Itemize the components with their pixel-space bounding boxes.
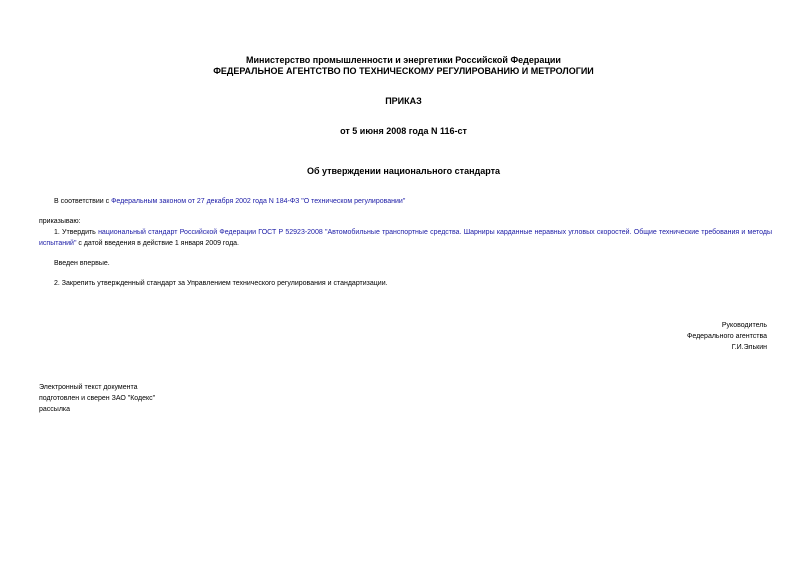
item-1-suffix: с датой введения в действие 1 января 2009 года. — [76, 240, 239, 247]
agency-title: ФЕДЕРАЛЬНОЕ АГЕНТСТВО ПО ТЕХНИЧЕСКОМУ РЕГУЛИРОВАНИЮ И МЕТРОЛОГИИ — [213, 66, 594, 76]
item-1-paragraph — [39, 227, 772, 249]
preamble-prefix: В соответствии с — [54, 198, 112, 205]
document-date-number: от 5 июня 2008 года N 116-ст — [340, 126, 467, 136]
item-1-prefix: 1. Утвердить — [54, 229, 99, 236]
footer-line-2: подготовлен и сверен ЗАО "Кодекс" — [39, 395, 156, 402]
ministry-title: Министерство промышленности и энергетики Российской Федерации — [246, 55, 561, 65]
footer-line-3: рассылка — [39, 406, 71, 413]
federal-law-link[interactable]: Федеральным законом от 27 декабря 2002 года N 184-ФЗ "О техническом регулировании" — [111, 198, 406, 205]
document-type: ПРИКАЗ — [385, 96, 422, 106]
national-standard-link[interactable]: национальный стандарт Российской Федерации ГОСТ Р 52923-2008 "Автомобильные транспортные средства. Шарниры карданные неравных угловых скоростей. Общие технические требования и методы испытаний" — [39, 229, 772, 247]
footer-line-1: Электронный текст документа — [39, 384, 138, 391]
signature-name: Г.И.Элькин — [731, 344, 767, 351]
introduced-note: Введен впервые. — [54, 260, 110, 267]
signature-position-1: Руководитель — [721, 322, 767, 329]
item-2-paragraph: 2. Закрепить утвержденный стандарт за Управлением технического регулирования и стандартизации. — [54, 280, 388, 287]
document-subject: Об утверждении национального стандарта — [306, 166, 501, 176]
order-word: приказываю: — [39, 218, 81, 225]
preamble — [54, 196, 405, 207]
signature-position-2: Федерального агентства — [687, 333, 767, 340]
